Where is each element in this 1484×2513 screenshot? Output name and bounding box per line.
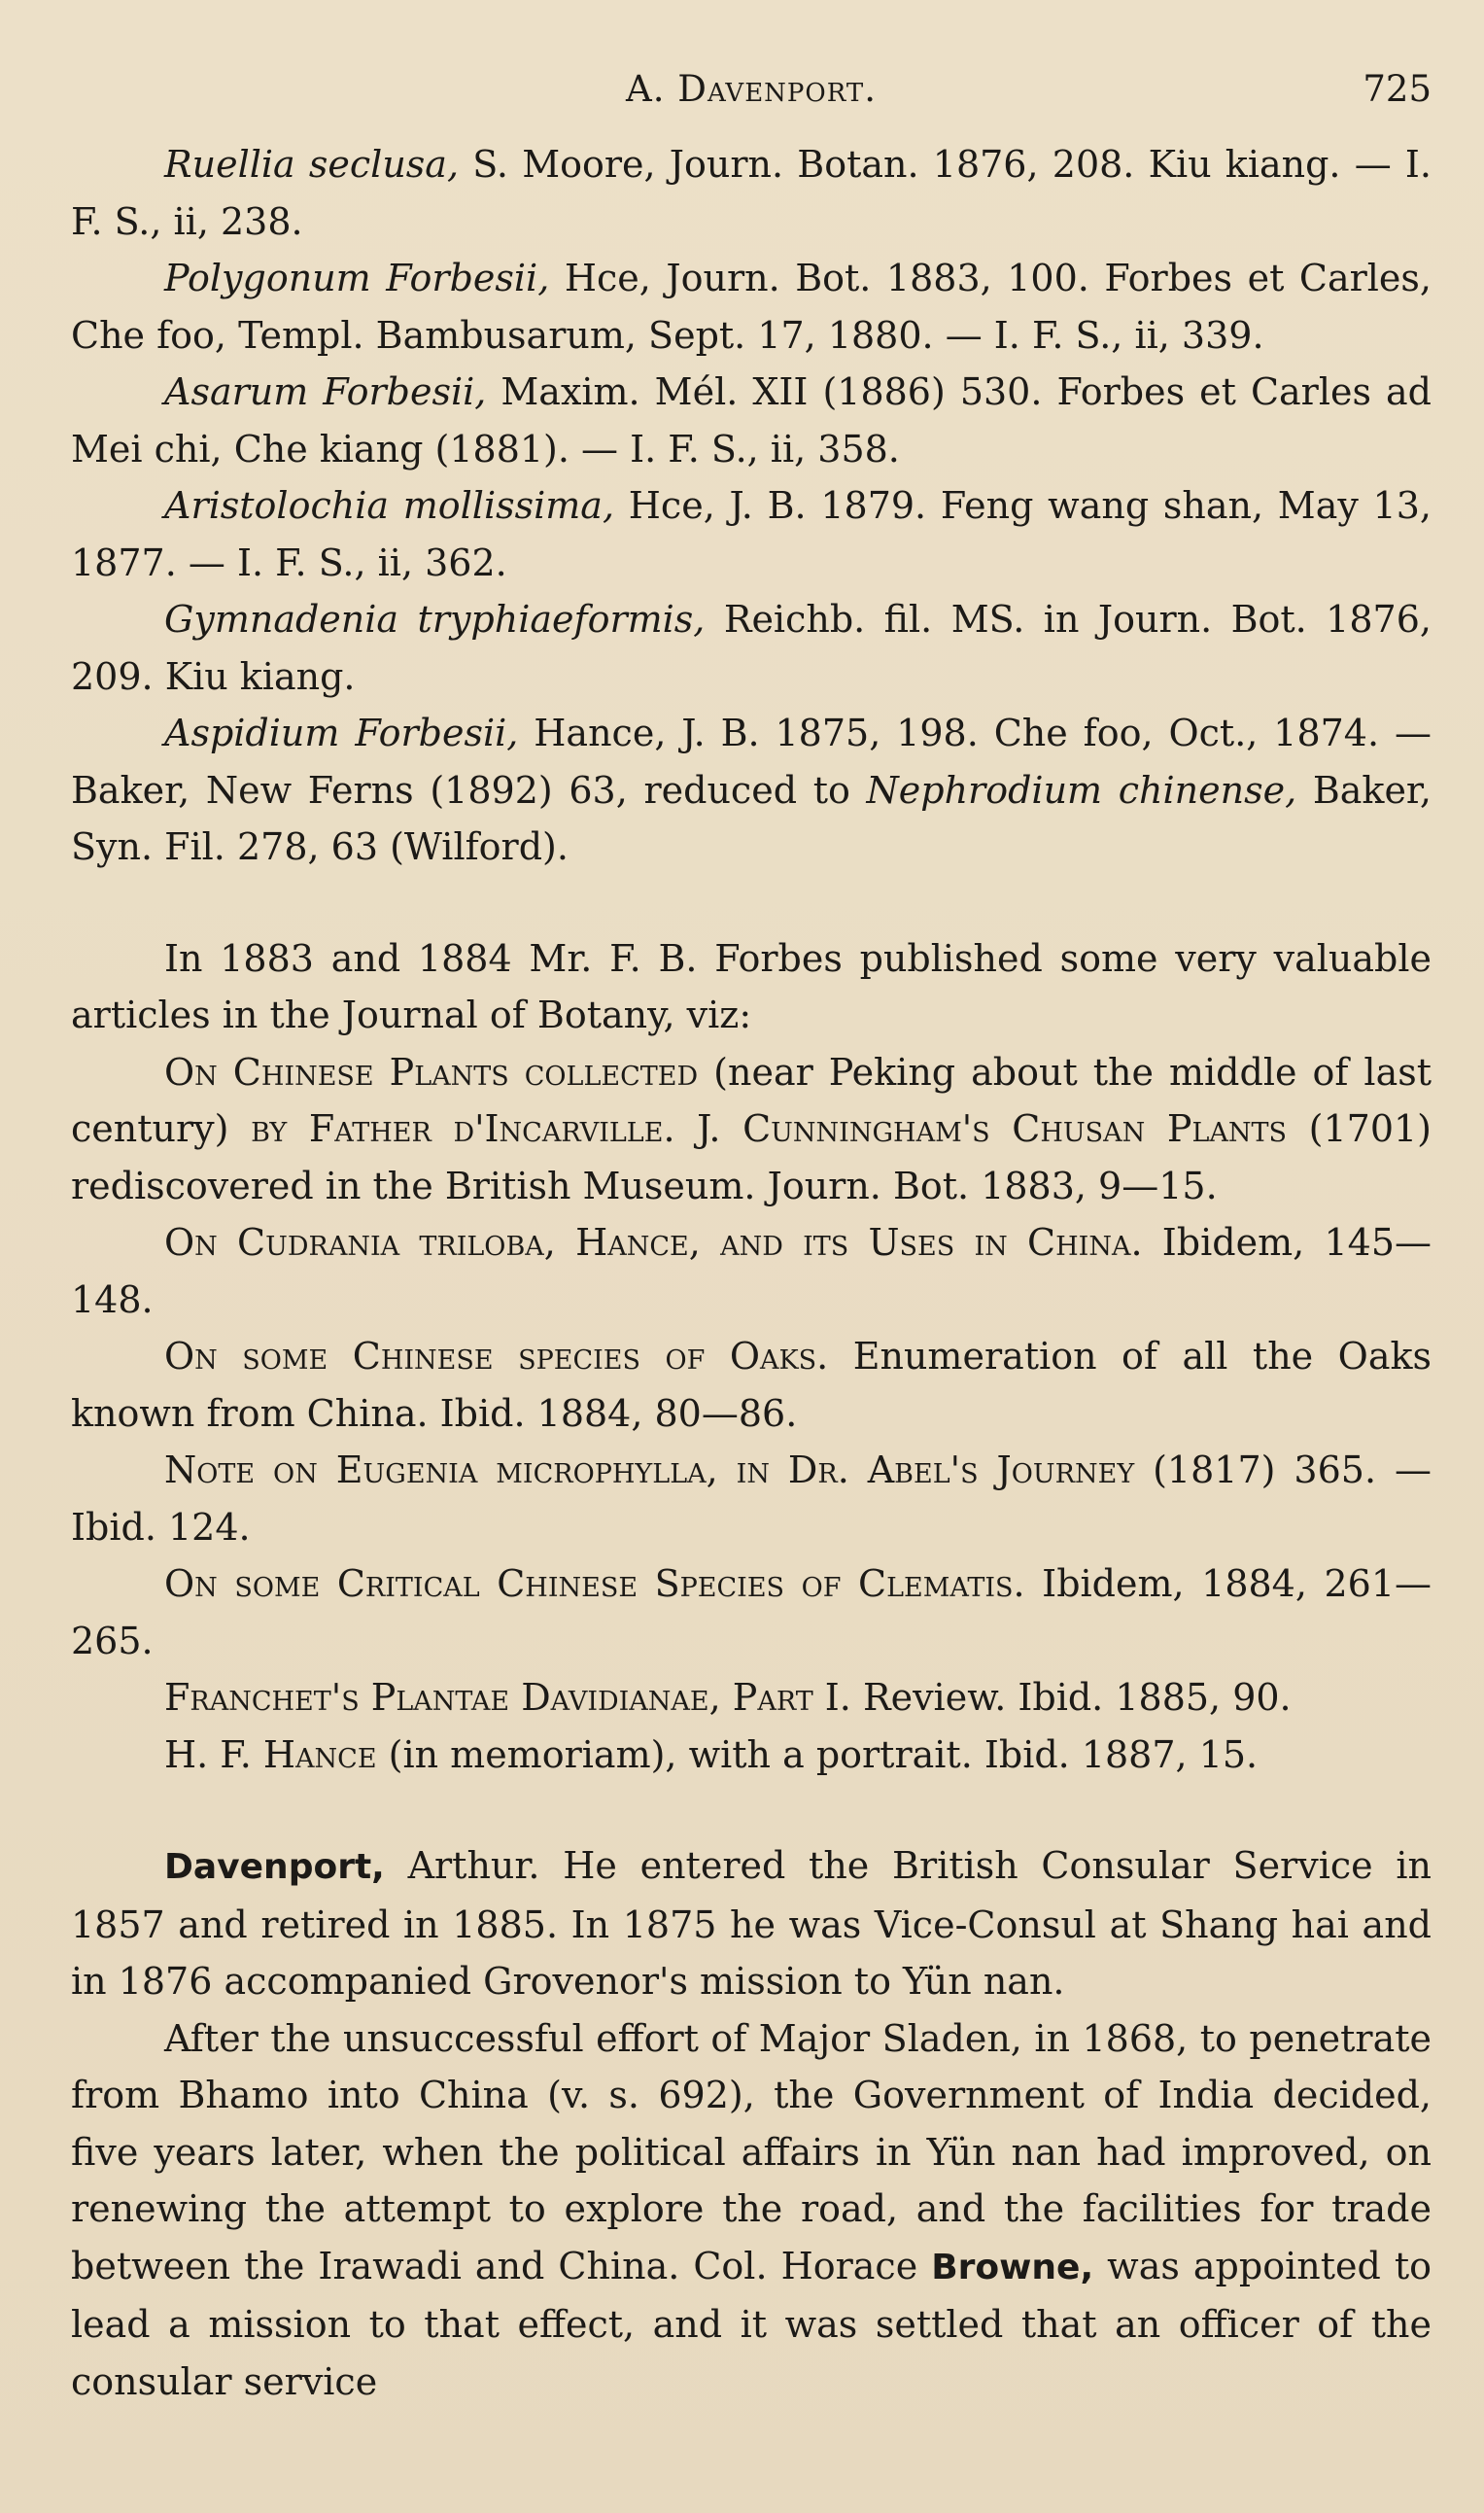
biography-name: Davenport, [164,1847,385,1887]
article-text: (1701) rediscovered in the British Museum. Journ. Bot. 1883, 9—15. [71,1107,1432,1207]
entry-aristolochia [71,477,1432,591]
entry-text: Baker, Syn. Fil. 278, 63 (Wilford). [71,768,1432,868]
biography-text: was appointed to lead a mission to that effect, and it was settled that an officer of the consular service [71,2244,1432,2403]
article-text: Ibidem, 1884, 261—265. [71,1562,1432,1662]
species-name: Asarum Forbesii, [164,370,487,413]
entry-text: Hce, J. B. 1879. Feng wang shan, May 13, 1877. — I. F. S., ii, 362. [71,484,1432,584]
article-title: H. F. Hance [164,1732,377,1776]
species-name: Gymnadenia tryphiaeformis, [164,598,706,641]
article-hance [71,1727,1432,1784]
running-title: A. Davenport. [626,68,877,110]
entry-polygonum [71,250,1432,364]
species-name: Polygonum Forbesii, [164,257,550,299]
entry-ruellia [71,136,1432,250]
article-text: (in memoriam), with a portrait. Ibid. 1887, 15. [376,1732,1259,1776]
page-content [71,68,1432,2410]
article-text: Ibidem, 145—148. [71,1221,1432,1321]
article-incarville [71,1044,1432,1215]
article-text: (1817) 365. — Ibid. 124. [71,1448,1432,1549]
article-franchet [71,1669,1432,1727]
entry-text: Hance, J. B. 1875, 198. Che foo, Oct., 1874. — Baker, New Ferns (1892) 63, reduced to [71,712,1432,812]
person-name: Browne, [931,2247,1094,2287]
article-title: by Father d'Incarville. J. Cunningham's Chusan Plants [251,1107,1288,1150]
article-oaks [71,1328,1432,1442]
biography-paragraph-2 [71,2010,1432,2411]
entry-aspidium [71,705,1432,876]
entry-text: Reichb. fil. MS. in Journ. Bot. 1876, 209. Kiu kiang. [71,598,1432,698]
entry-text: S. Moore, Journ. Botan. 1876, 208. Kiu kiang. — I. F. S., ii, 238. [71,143,1432,243]
article-title: On Cudrania triloba, Hance, and its Uses in China. [164,1221,1143,1264]
article-text: Review. Ibid. 1885, 90. [850,1676,1292,1719]
article-text: (near Peking about the middle of last century) [71,1050,1432,1150]
article-clematis [71,1555,1432,1669]
page-number: 725 [1363,68,1432,110]
article-title: On Chinese Plants collected [164,1050,699,1094]
biography-paragraph-1 [71,1837,1432,2010]
biography-text: Arthur. He entered the British Consular Service in 1857 and retired in 1885. In 1875 he was Vice-Consul at Shang hai and in 1876 accompanied Grovenor's mission to Yün nan. [71,1844,1432,2003]
article-eugenia [71,1442,1432,1555]
article-cudrania [71,1214,1432,1328]
article-title: On some Chinese species of Oaks. [164,1335,829,1378]
article-title: Note on Eugenia microphylla, in Dr. Abel's Journey [164,1448,1135,1491]
entry-asarum [71,364,1432,477]
article-title: Franchet's Plantae Davidianae, Part I. [164,1676,851,1719]
running-head [71,68,1432,136]
biography-text: After the unsuccessful effort of Major Sladen, in 1868, to penetrate from Bhamo into China (v. s. 692), the Government of India decided, five years later, when the political affairs in Yün nan had improved, on renewing the attempt to explore the road, and the facilities for trade between the Irawadi and China. Col. Horace [71,2016,1432,2287]
entry-text: Hce, Journ. Bot. 1883, 100. Forbes et Carles, Che foo, Templ. Bambusarum, Sept. 17, 1880. — I. F. S., ii, 339. [71,257,1432,357]
article-title: On some Critical Chinese Species of Clematis. [164,1562,1025,1605]
entry-text: Maxim. Mél. XII (1886) 530. Forbes et Carles ad Mei chi, Che kiang (1881). — I. F. S., ii, 358. [71,370,1432,471]
entry-gymnadenia [71,591,1432,705]
forbes-intro: In 1883 and 1884 Mr. F. B. Forbes published some very valuable articles in the Journal of Botany, viz: [71,936,1432,1036]
section-gap [71,876,1432,930]
species-name: Ruellia seclusa, [164,143,460,186]
section-gap [71,1783,1432,1837]
article-text: Enumeration of all the Oaks known from China. Ibid. 1884, 80—86. [71,1335,1432,1435]
species-name: Aristolochia mollissima, [164,484,615,527]
species-name: Nephrodium chinense, [866,768,1297,812]
species-name: Aspidium Forbesii, [164,712,519,754]
